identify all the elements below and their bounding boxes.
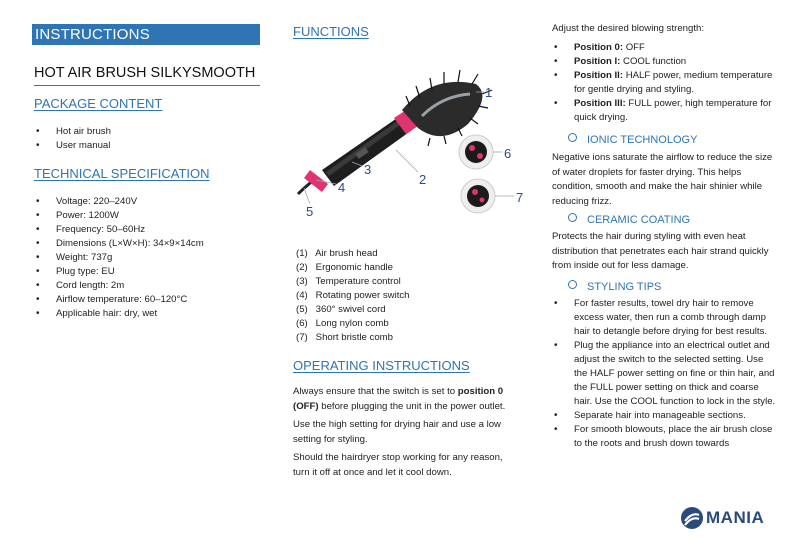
ceramic-coating-heading: CERAMIC COATING [568, 213, 690, 227]
list-item: • Applicable hair: dry, wet [34, 307, 260, 321]
spec-list [34, 195, 260, 321]
list-item: • Voltage: 220–240V [34, 195, 260, 209]
list-item: (6) Long nylon comb [296, 318, 389, 329]
operating-paragraph-3: Should the hairdryer stop working for any reason, turn it off at once and let it cool down. [293, 452, 503, 478]
list-item: • Dimensions (L×W×H): 34×9×14cm [34, 237, 260, 251]
functions-list [296, 247, 516, 345]
list-item: • Plug type: EU [34, 265, 260, 279]
callout-1: 1 [485, 85, 493, 100]
long-nylon-comb-thumbnail [459, 135, 493, 169]
logo-text: MANIA [706, 508, 765, 527]
list-item: • Position II: HALF power, medium temperature for gentle drying and styling. [552, 69, 774, 97]
circle-bullet-icon [568, 133, 577, 142]
package-list [34, 125, 260, 153]
blowing-strength-intro: Adjust the desired blowing strength: [552, 23, 704, 34]
list-item: • User manual [34, 139, 260, 153]
hot-air-brush-illustration [282, 66, 532, 226]
positions-list [552, 41, 774, 125]
list-item: • Position I: COOL function [552, 55, 774, 69]
list-item: • Hot air brush [34, 125, 260, 139]
list-item: • For smooth blowouts, place the air brush close to the roots and brush down towards [552, 423, 776, 451]
list-item: (7) Short bristle comb [296, 332, 393, 343]
list-item: • Cord length: 2m [34, 279, 260, 293]
list-item: • Frequency: 50–60Hz [34, 223, 260, 237]
callout-5: 5 [306, 204, 314, 219]
short-bristle-comb-thumbnail [461, 179, 495, 213]
list-item: • Weight: 737g [34, 251, 260, 265]
swivel-cord-ring [304, 170, 328, 192]
operating-instructions-heading: OPERATING INSTRUCTIONS [293, 358, 470, 373]
list-item: (1) Air brush head [296, 248, 378, 259]
list-item: • Airflow temperature: 60–120°C [34, 293, 260, 307]
brush-head [402, 70, 492, 146]
list-item: • For faster results, towel dry hair to remove excess water, then run a comb through damp hair to detangle before drying for best results. [552, 297, 776, 339]
list-item: • Position III: FULL power, high temperature for quick drying. [552, 97, 774, 125]
circle-bullet-icon [568, 213, 577, 222]
list-item: • Separate hair into manageable sections. [552, 409, 776, 423]
product-title: HOT AIR BRUSH SILKYSMOOTH [34, 64, 260, 86]
ionic-technology-heading: IONIC TECHNOLOGY [568, 133, 697, 147]
list-item: • Power: 1200W [34, 209, 260, 223]
package-content-heading: PACKAGE CONTENT [34, 96, 163, 111]
circle-bullet-icon [568, 280, 577, 289]
callout-4: 4 [338, 180, 346, 195]
list-item: (5) 360° swivel cord [296, 304, 386, 315]
styling-tips-heading: STYLING TIPS [568, 280, 661, 294]
operating-paragraph-1: Always ensure that the switch is set to position 0 (OFF) before plugging the unit in the power outlet. [293, 386, 506, 412]
instructions-banner: INSTRUCTIONS [32, 24, 260, 45]
technical-spec-heading: TECHNICAL SPECIFICATION [34, 166, 210, 181]
callout-3: 3 [364, 162, 372, 177]
mania-logo-icon [680, 506, 704, 530]
list-item: • Position 0: OFF [552, 41, 774, 55]
mania-logo [680, 506, 780, 530]
callout-7: 7 [516, 190, 524, 205]
list-item: • Plug the appliance into an electrical outlet and adjust the switch to the selected setting. Use the HALF power setting on fine or thin hair, and the FULL power setting on thick and coarse hair. Use the COOL function to lock in the style. [552, 339, 776, 409]
ceramic-coating-text: Protects the hair during styling with even heat distribution that penetrates each hair strand quickly from inside out for less damage. [552, 231, 769, 271]
list-item: (3) Temperature control [296, 276, 401, 287]
operating-paragraph-2: Use the high setting for drying hair and use a low setting for styling. [293, 419, 501, 445]
functions-heading: FUNCTIONS [293, 24, 369, 39]
list-item: (4) Rotating power switch [296, 290, 410, 301]
styling-tips-list [552, 297, 776, 451]
ionic-technology-text: Negative ions saturate the airflow to reduce the size of water droplets for faster drying. This helps condition, smooth and make the hair shinier while reducing frizz. [552, 152, 773, 207]
callout-2: 2 [419, 172, 427, 187]
list-item: (2) Ergonomic handle [296, 262, 394, 273]
callout-6: 6 [504, 146, 512, 161]
